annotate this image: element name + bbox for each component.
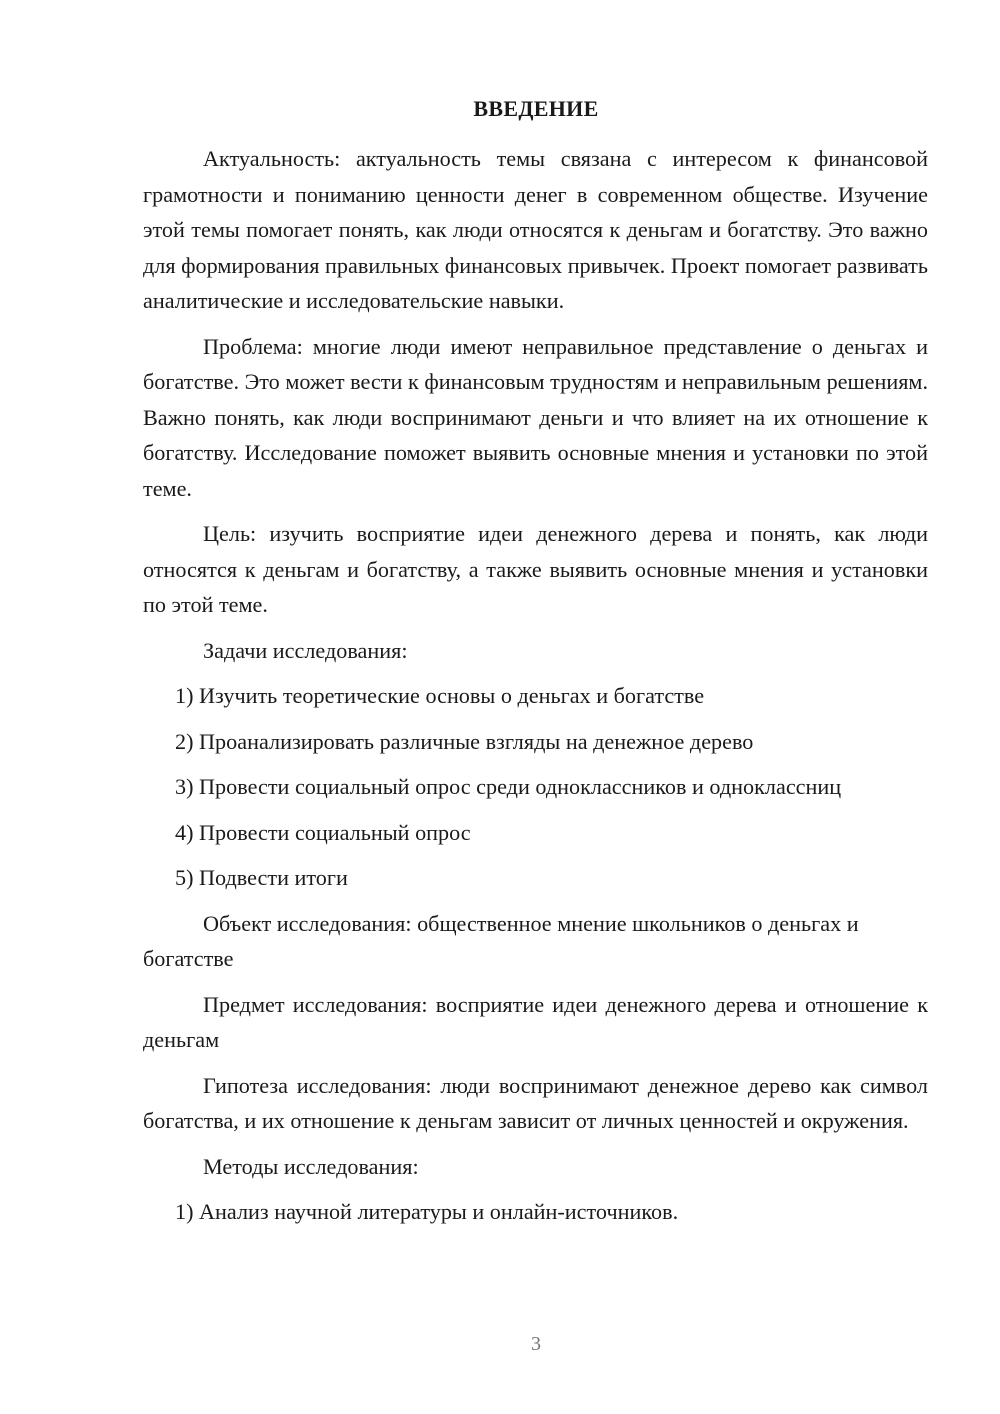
goal-paragraph: Цель: изучить восприятие идеи денежного дерева и понять, как люди относятся к деньгам и богатству, а также выявить основные мнения и установки по этой теме. <box>143 521 928 617</box>
task-item: 2) Проанализировать различные взгляды на денежное дерево <box>175 728 754 754</box>
document-body <box>143 141 928 1230</box>
subject-paragraph: Предмет исследования: восприятие идеи денежного дерева и отношение к деньгам <box>143 991 928 1052</box>
relevance-paragraph: Актуальность: актуальность темы связана с интересом к финансовой грамотности и пониманию ценности денег в современном обществе. Изучение этой темы помогает понять, как люди относятся к деньгам и богатству. Это важно для формирования правильных финансовых привычек. Проект помогает развивать аналитические и исследовательские навыки. <box>143 146 928 313</box>
problem-paragraph: Проблема: многие люди имеют неправильное представление о деньгах и богатстве. Это может вести к финансовым трудностям и неправильным решениям. Важно понять, как люди воспринимают деньги и что влияет на их отношение к богатству. Исследование поможет выявить основные мнения и установки по этой теме. <box>143 333 928 501</box>
page-number: 3 <box>531 1333 541 1355</box>
task-item: 3) Провести социальный опрос среди одноклассников и одноклассниц <box>175 774 842 799</box>
task-item: 5) Подвести итоги <box>175 865 348 890</box>
task-item: 1) Изучить теоретические основы о деньгах и богатстве <box>175 683 705 708</box>
methods-heading: Методы исследования: <box>203 1153 419 1179</box>
tasks-list <box>143 678 928 896</box>
hypothesis-paragraph: Гипотеза исследования: люди воспринимают денежное дерево как символ богатства, и их отношение к деньгам зависит от личных ценностей и окружения. <box>143 1072 928 1133</box>
methods-list <box>143 1194 928 1230</box>
object-paragraph: Объект исследования: общественное мнение школьников о деньгах и богатстве <box>143 910 859 971</box>
method-item: 1) Анализ научной литературы и онлайн-источников. <box>175 1199 679 1224</box>
task-item: 4) Провести социальный опрос <box>175 819 471 845</box>
section-title: ВВЕДЕНИЕ <box>473 96 599 121</box>
tasks-heading: Задачи исследования: <box>203 637 408 663</box>
